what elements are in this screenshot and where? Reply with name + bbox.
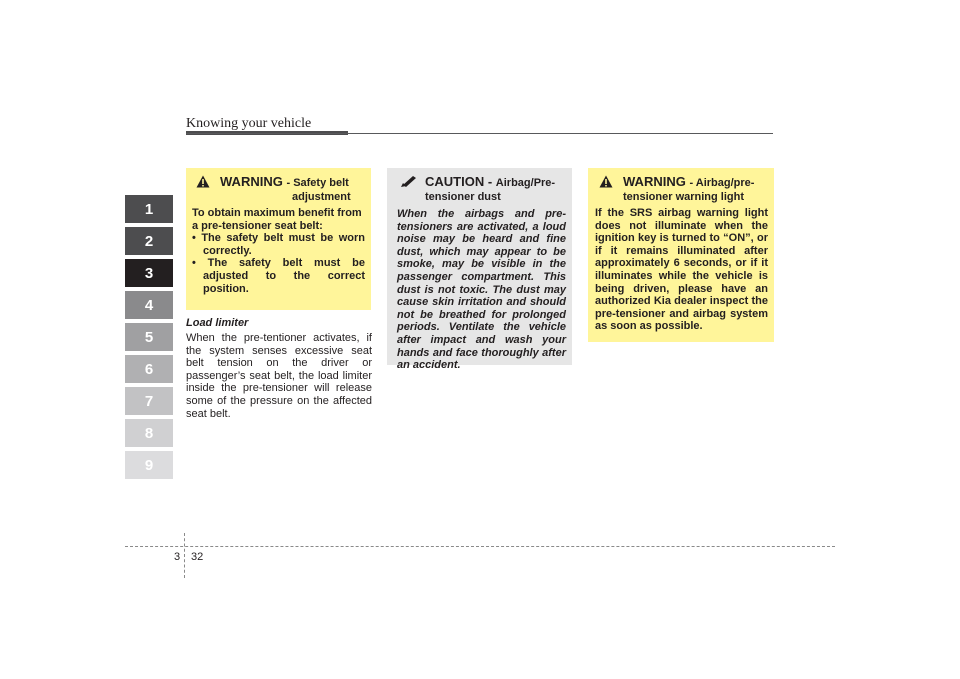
chapter-tab-7[interactable]: 7	[125, 387, 173, 415]
warning-subtitle-cont: tensioner warning light	[623, 191, 745, 203]
warning-label: WARNING	[623, 174, 686, 189]
chapter-tab-1[interactable]: 1	[125, 195, 173, 223]
warning-heading	[595, 175, 768, 204]
warning-bullet: • The safety belt must be worn correctly.	[192, 232, 365, 257]
warning-subtitle: - Safety belt	[286, 177, 349, 189]
section-title-load-limiter: Load limiter	[186, 317, 249, 329]
caution-body: When the airbags and pre-tensioners are activated, a loud noise may be heard and fine dust, which may appear to be smoke, may be visible in the passenger compartment. This dust is not toxic. The dust may cause skin irritation and should not be breathed for prolonged periods. Ventilate the vehicle after impact and wash your hands and face thoroughly after an accident.	[397, 208, 566, 372]
warning-box-warning-light	[588, 168, 774, 342]
caution-heading	[397, 175, 566, 204]
footer-page-number: 32	[191, 551, 204, 563]
warning-box-safety-belt	[186, 168, 371, 310]
warning-body	[192, 207, 365, 295]
warning-bullet: • The safety belt must be adjusted to the correct position.	[192, 257, 365, 295]
header-rule	[186, 133, 773, 134]
chapter-tab-4[interactable]: 4	[125, 291, 173, 319]
warning-subtitle-cont: adjustment	[292, 191, 351, 203]
warning-intro: To obtain maximum benefit from a pre-tensioner seat belt:	[192, 207, 362, 232]
chapter-tab-3[interactable]: 3	[125, 259, 173, 287]
chapter-tab-5[interactable]: 5	[125, 323, 173, 351]
chapter-tab-9[interactable]: 9	[125, 451, 173, 479]
caution-pen-icon	[401, 175, 417, 187]
chapter-tabs	[125, 195, 173, 483]
caution-label: CAUTION -	[425, 174, 493, 189]
footer-chapter-number: 3	[174, 551, 181, 563]
warning-triangle-icon	[599, 175, 613, 188]
footer-divider	[184, 533, 185, 578]
warning-body: If the SRS airbag warning light does not illuminate when the ignition key is turned to “ON”, or if it remains illuminated after approximately 6 seconds, or if it illuminates while the vehicle is being driven, please have an authorized Kia dealer inspect the pre-tensioner and airbag system as soon as possible.	[595, 207, 768, 333]
page-header-title: Knowing your vehicle	[186, 116, 312, 131]
warning-subtitle: - Airbag/pre-	[689, 177, 755, 189]
chapter-tab-8[interactable]: 8	[125, 419, 173, 447]
warning-heading	[192, 175, 365, 204]
footer-rule	[125, 546, 835, 547]
caution-subtitle-cont: tensioner dust	[425, 191, 501, 203]
warning-triangle-icon	[196, 175, 210, 188]
chapter-tab-2[interactable]: 2	[125, 227, 173, 255]
caution-box-dust	[387, 168, 572, 372]
chapter-tab-6[interactable]: 6	[125, 355, 173, 383]
caution-subtitle: Airbag/Pre-	[495, 177, 556, 189]
warning-label: WARNING	[220, 174, 283, 189]
load-limiter-text: When the pre-tentioner activates, if the system senses excessive seat belt tension on the driver or passenger’s seat belt, the load limiter inside the pre-tensioner will release some of the pressure on the affected seat belt.	[186, 332, 372, 420]
